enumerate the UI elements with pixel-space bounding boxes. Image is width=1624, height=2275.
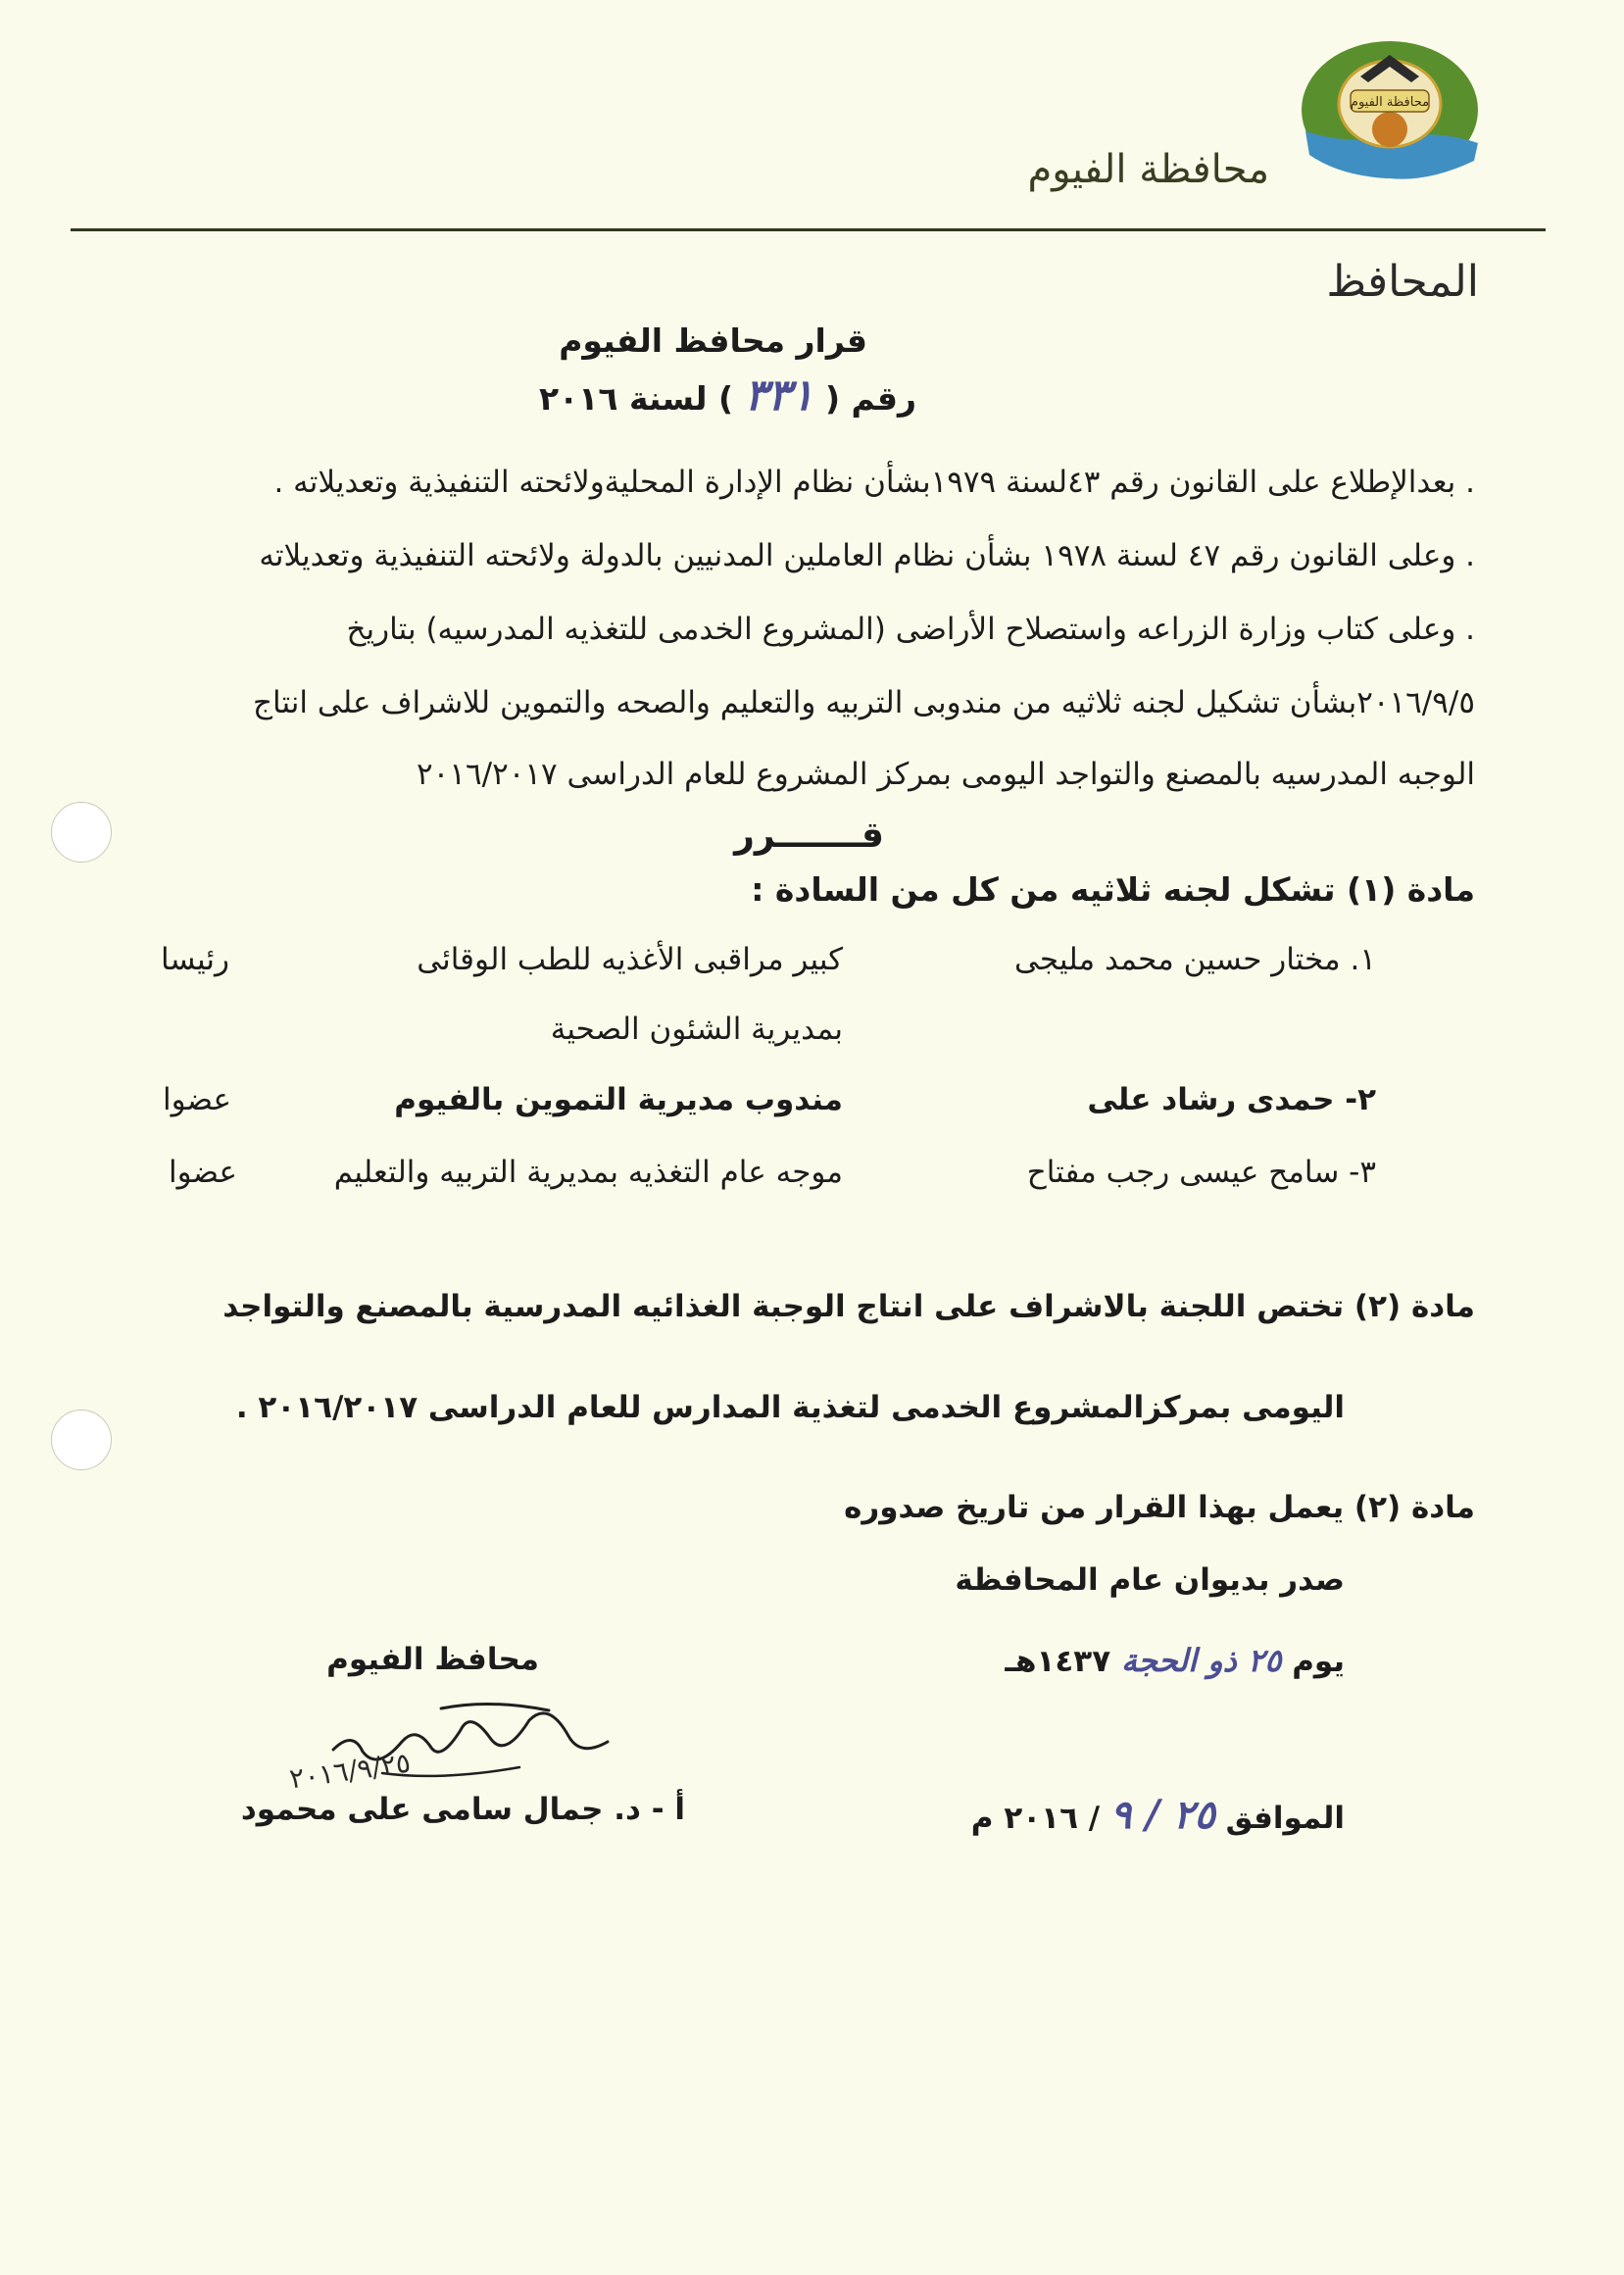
header-divider xyxy=(71,228,1546,231)
hijri-date-prefix: يوم xyxy=(1292,1644,1345,1679)
article-3-line: مادة (٢) يعمل بهذا القرار من تاريخ صدوره xyxy=(844,1490,1475,1525)
member-role: رئيسا xyxy=(160,942,229,977)
member-position: مندوب مديرية التموين بالفيوم xyxy=(394,1082,843,1117)
decree-number-suffix: ) لسنة ٢٠١٦ xyxy=(538,379,734,418)
decree-number-handwritten: ٣٣١ xyxy=(744,371,814,420)
preamble-line: . وعلى كتاب وزارة الزراعه واستصلاح الأراضى (المشروع الخدمى للتغذيه المدرسيه) بتاريخ xyxy=(346,612,1475,647)
article-1-heading: مادة (١) تشكل لجنه ثلاثيه من كل من السادة : xyxy=(751,870,1475,909)
binder-hole-bottom xyxy=(51,1410,112,1470)
member-name: ٢- حمدى رشاد على xyxy=(1087,1082,1376,1117)
binder-hole-top xyxy=(51,802,112,863)
member-position-line2: بمديرية الشئون الصحية xyxy=(550,1012,843,1047)
member-position: كبير مراقبى الأغذيه للطب الوقائى xyxy=(417,942,843,977)
decree-title: قرار محافظ الفيوم xyxy=(559,321,867,360)
decree-number-prefix: رقم ( xyxy=(824,379,916,418)
governorate-logo xyxy=(1292,35,1488,182)
gregorian-date-handwritten: ٢٥ / ٩ xyxy=(1109,1792,1215,1838)
gregorian-date-suffix: / ٢٠١٦ م xyxy=(970,1801,1101,1836)
member-name: ١. مختار حسين محمد مليجى xyxy=(1014,942,1376,977)
member-role: عضوا xyxy=(162,1082,231,1117)
hijri-date-suffix: ١٤٣٧هـ xyxy=(1005,1644,1111,1679)
svg-text:محافظة الفيوم: محافظة الفيوم xyxy=(1350,95,1430,110)
preamble-line: . وعلى القانون رقم ٤٧ لسنة ١٩٧٨ بشأن نظام العاملين المدنيين بالدولة ولائحته التنفيذية وتعديلاته xyxy=(259,538,1475,573)
office-title: المحافظ xyxy=(1326,257,1479,307)
hijri-date-handwritten: ٢٥ ذو الحجة xyxy=(1120,1642,1282,1679)
article-2-line: مادة (٢) تختص اللجنة بالاشراف على انتاج الوجبة الغذائيه المدرسية بالمصنع والتواجد xyxy=(222,1289,1475,1324)
member-role: عضوا xyxy=(168,1155,237,1190)
hijri-date xyxy=(1005,1642,1345,1679)
decree-number xyxy=(539,371,916,420)
member-position: موجه عام التغذيه بمديرية التربيه والتعليم xyxy=(333,1155,843,1190)
governorate-name: محافظة الفيوم xyxy=(1027,147,1269,192)
decision-heading: قـــــــرر xyxy=(734,816,884,856)
preamble-line: . بعدالإطلاع على القانون رقم ٤٣لسنة ١٩٧٩بشأن نظام الإدارة المحليةولائحته التنفيذية وتعديلاته . xyxy=(273,465,1475,500)
member-name: ٣- سامح عيسى رجب مفتاح xyxy=(1026,1155,1376,1190)
issued-at: صدر بديوان عام المحافظة xyxy=(955,1562,1345,1598)
signatory-title: محافظ الفيوم xyxy=(326,1642,539,1677)
gregorian-date xyxy=(971,1792,1345,1838)
preamble-line: ٢٠١٦/٩/٥بشأن تشكيل لجنه ثلاثيه من مندوبى التربيه والتعليم والصحه والتموين للاشراف على انتاج xyxy=(252,685,1475,720)
gregorian-date-prefix: الموافق xyxy=(1225,1801,1345,1836)
signatory-name: أ - د. جمال سامى على محمود xyxy=(240,1792,685,1827)
article-2-line: اليومى بمركزالمشروع الخدمى لتغذية المدارس للعام الدراسى ٢٠١٦/٢٠١٧ . xyxy=(235,1390,1345,1425)
signature-date: ٢٠١٦/٩/٢٥ xyxy=(287,1746,413,1796)
fayoum-emblem-icon xyxy=(1292,35,1488,182)
preamble-line: الوجبه المدرسيه بالمصنع والتواجد اليومى بمركز المشروع للعام الدراسى ٢٠١٦/٢٠١٧ xyxy=(417,757,1475,792)
